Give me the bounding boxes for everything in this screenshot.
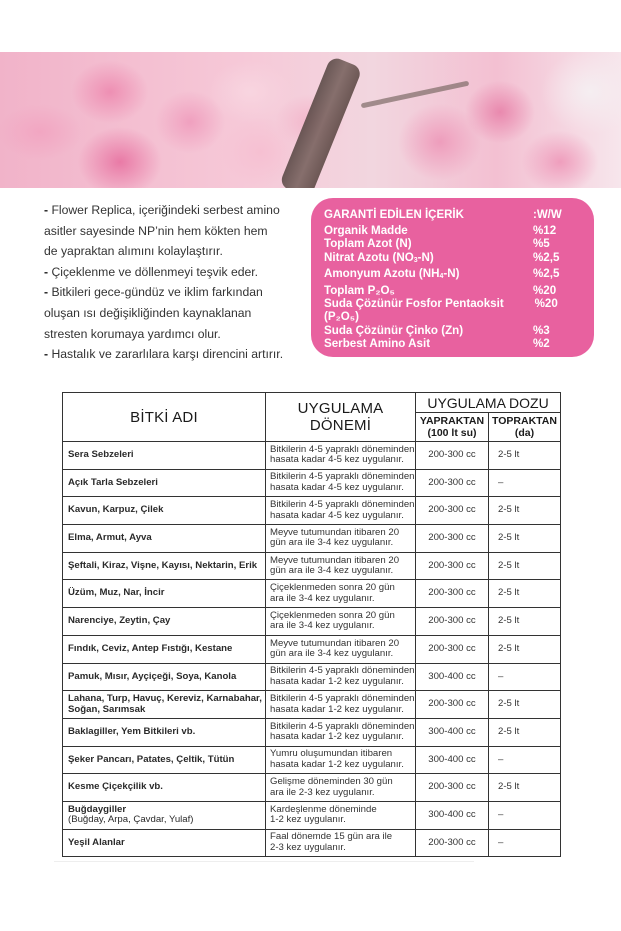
cell-plant bbox=[63, 635, 266, 663]
cell-foliar-dose: 200-300 cc bbox=[416, 552, 489, 580]
period-line: Faal dönemde 15 gün ara ile bbox=[270, 831, 393, 843]
cell-soil-dose: 2-5 lt bbox=[489, 552, 561, 580]
period-line: gün ara ile 3-4 kez uygulanır. bbox=[270, 565, 394, 577]
plant-name: Açık Tarla Sebzeleri bbox=[68, 476, 158, 488]
ingredient-row bbox=[324, 224, 580, 237]
cell-foliar-dose: 200-300 cc bbox=[416, 497, 489, 525]
ingredient-row bbox=[324, 297, 580, 324]
cell-period bbox=[266, 718, 416, 746]
guaranteed-content-title: GARANTİ EDİLEN İÇERİK bbox=[324, 209, 464, 221]
cell-plant bbox=[63, 552, 266, 580]
cell-soil-dose: 2-5 lt bbox=[489, 635, 561, 663]
description-line bbox=[44, 241, 310, 262]
period-line: hasata kadar 1-2 kez uygulanır. bbox=[270, 703, 404, 715]
cell-foliar-dose: 200-300 cc bbox=[416, 774, 489, 802]
cell-plant bbox=[63, 497, 266, 525]
description-text: de yapraktan alımını kolaylaştırır. bbox=[44, 244, 223, 259]
bullet-dash: - bbox=[44, 264, 49, 279]
period-line: hasata kadar 4-5 kez uygulanır. bbox=[270, 482, 404, 494]
ingredient-row bbox=[324, 251, 580, 267]
plant-name: Fındık, Ceviz, Antep Fıstığı, Kestane bbox=[68, 642, 233, 654]
header-foliar-unit: (100 lt su) bbox=[427, 427, 477, 439]
cell-plant bbox=[63, 469, 266, 497]
cell-soil-dose: – bbox=[489, 663, 561, 691]
cell-foliar-dose: 200-300 cc bbox=[416, 829, 489, 857]
period-line: Bitkilerin 4-5 yapraklı döneminden bbox=[270, 443, 415, 455]
ingredient-name: Organik Madde bbox=[324, 224, 408, 237]
cell-foliar-dose: 200-300 cc bbox=[416, 580, 489, 608]
cell-period bbox=[266, 774, 416, 802]
cell-soil-dose: – bbox=[489, 829, 561, 857]
ingredient-name: Amonyum Azotu $(NH_4-N)$ bbox=[324, 267, 460, 281]
period-line: hasata kadar 1-2 kez uygulanır. bbox=[270, 758, 404, 770]
plant-name: Pamuk, Mısır, Ayçiçeği, Soya, Kanola bbox=[68, 670, 237, 682]
cell-foliar-dose: 200-300 cc bbox=[416, 608, 489, 636]
description-line bbox=[44, 221, 310, 242]
period-line: Kardeşlenme döneminde bbox=[270, 803, 377, 815]
description-text: Bitkileri gece-gündüz ve iklim farkından bbox=[48, 285, 263, 300]
ingredient-row bbox=[324, 324, 580, 337]
cell-period bbox=[266, 552, 416, 580]
cell-plant bbox=[63, 801, 266, 829]
cell-soil-dose: 2-5 lt bbox=[489, 774, 561, 802]
cell-foliar-dose: 200-300 cc bbox=[416, 525, 489, 553]
description-line bbox=[44, 262, 310, 283]
table-row bbox=[63, 635, 561, 663]
plant-name: Üzüm, Muz, Nar, İncir bbox=[68, 587, 165, 599]
period-line: ara ile 3-4 kez uygulanır. bbox=[270, 592, 375, 604]
ingredient-name: Toplam P₂O₅ bbox=[324, 283, 395, 297]
cell-plant bbox=[63, 829, 266, 857]
cell-plant bbox=[63, 718, 266, 746]
cell-plant bbox=[63, 525, 266, 553]
cell-plant bbox=[63, 442, 266, 470]
cell-plant bbox=[63, 746, 266, 774]
period-line: Bitkilerin 4-5 yapraklı döneminden bbox=[270, 471, 415, 483]
ingredient-name: Toplam Azot (N) bbox=[324, 237, 412, 251]
description-text: Çiçeklenme ve döllenmeyi teşvik eder. bbox=[48, 264, 259, 279]
ingredient-name: Serbest Amino Asit bbox=[324, 337, 431, 351]
plant-name: Lahana, Turp, Havuç, Kereviz, Karnabahar, bbox=[68, 692, 262, 704]
cell-soil-dose: 2-5 lt bbox=[489, 691, 561, 719]
application-table bbox=[62, 392, 561, 857]
period-line: Bitkilerin 4-5 yapraklı döneminden bbox=[270, 499, 415, 511]
ingredient-row bbox=[324, 284, 580, 297]
hero-cherry-blossom-image bbox=[0, 52, 621, 188]
cell-plant bbox=[63, 580, 266, 608]
description-line bbox=[44, 324, 310, 345]
cell-foliar-dose: 200-300 cc bbox=[416, 635, 489, 663]
branch-shape bbox=[279, 56, 363, 188]
cell-plant bbox=[63, 608, 266, 636]
description-text: oluşan ısı değişikliğinden kaynaklanan bbox=[44, 305, 252, 320]
period-line: gün ara ile 3-4 kez uygulanır. bbox=[270, 537, 394, 549]
plant-name: Şeftali, Kiraz, Vişne, Kayısı, Nektarin, Erik bbox=[68, 559, 258, 571]
cell-period bbox=[266, 663, 416, 691]
ingredient-value: %3 bbox=[533, 323, 550, 337]
period-line: Bitkilerin 4-5 yapraklı döneminden bbox=[270, 665, 415, 677]
divider bbox=[54, 861, 474, 862]
cell-foliar-dose: 300-400 cc bbox=[416, 801, 489, 829]
cell-period bbox=[266, 801, 416, 829]
guaranteed-content-box bbox=[311, 198, 594, 357]
guaranteed-content-unit: :W/W bbox=[533, 209, 562, 221]
table-row bbox=[63, 691, 561, 719]
cell-period bbox=[266, 635, 416, 663]
plant-name: Buğdaygiller bbox=[68, 803, 127, 815]
cell-period bbox=[266, 580, 416, 608]
period-line: hasata kadar 4-5 kez uygulanır. bbox=[270, 509, 404, 521]
ingredient-name: Suda Çözünür Çinko (Zn) bbox=[324, 323, 464, 337]
table-row bbox=[63, 497, 561, 525]
cell-period bbox=[266, 469, 416, 497]
cell-plant bbox=[63, 663, 266, 691]
cell-period bbox=[266, 442, 416, 470]
plant-name: Sera Sebzeleri bbox=[68, 449, 134, 461]
period-line: Meyve tutumundan itibaren 20 bbox=[270, 554, 400, 566]
cell-period bbox=[266, 829, 416, 857]
period-line: hasata kadar 1-2 kez uygulanır. bbox=[270, 731, 404, 743]
period-line: Bitkilerin 4-5 yapraklı döneminden bbox=[270, 692, 415, 704]
ingredient-row bbox=[324, 267, 580, 283]
period-line: Meyve tutumundan itibaren 20 bbox=[270, 526, 400, 538]
description-line bbox=[44, 282, 310, 303]
cell-foliar-dose: 300-400 cc bbox=[416, 663, 489, 691]
cell-period bbox=[266, 608, 416, 636]
cell-soil-dose: – bbox=[489, 746, 561, 774]
cell-foliar-dose: 200-300 cc bbox=[416, 442, 489, 470]
header-soil-label: TOPRAKTAN bbox=[492, 415, 557, 427]
ingredient-value: %2,5 bbox=[533, 267, 560, 281]
bullet-dash: - bbox=[44, 347, 49, 362]
table-row bbox=[63, 525, 561, 553]
cell-soil-dose: 2-5 lt bbox=[489, 442, 561, 470]
description-text: asitler sayesinde NP’nin hem kökten hem bbox=[44, 223, 268, 238]
period-line: 2-3 kez uygulanır. bbox=[270, 841, 346, 853]
cell-foliar-dose: 200-300 cc bbox=[416, 469, 489, 497]
plant-name: Şeker Pancarı, Patates, Çeltik, Tütün bbox=[68, 753, 235, 765]
cell-soil-dose: 2-5 lt bbox=[489, 525, 561, 553]
ingredient-name: Suda Çözünür Fosfor Pentaoksit (P₂O₅) bbox=[324, 297, 504, 324]
period-line: 1-2 kez uygulanır. bbox=[270, 814, 346, 826]
header-application-dose: UYGULAMA DOZU bbox=[416, 393, 561, 413]
description-text: stresten korumaya yardımcı olur. bbox=[44, 326, 221, 341]
cell-period bbox=[266, 746, 416, 774]
plant-name: Elma, Armut, Ayva bbox=[68, 532, 152, 544]
description-line bbox=[44, 200, 310, 221]
period-line: ara ile 3-4 kez uygulanır. bbox=[270, 620, 375, 632]
cell-foliar-dose: 300-400 cc bbox=[416, 718, 489, 746]
period-line: gün ara ile 3-4 kez uygulanır. bbox=[270, 648, 394, 660]
period-line: Bitkilerin 4-5 yapraklı döneminden bbox=[270, 720, 415, 732]
ingredient-value: %2,5 bbox=[533, 250, 560, 264]
table-row bbox=[63, 608, 561, 636]
ingredient-value: %20 bbox=[533, 283, 557, 297]
cell-foliar-dose: 200-300 cc bbox=[416, 691, 489, 719]
plant-name: Narenciye, Zeytin, Çay bbox=[68, 615, 171, 627]
cell-soil-dose: 2-5 lt bbox=[489, 608, 561, 636]
header-plant-name: BİTKİ ADI bbox=[63, 393, 266, 442]
product-description bbox=[44, 200, 310, 365]
period-line: Yumru oluşumundan itibaren bbox=[270, 748, 393, 760]
plant-name-sub: Soğan, Sarımsak bbox=[68, 703, 146, 715]
cell-period bbox=[266, 691, 416, 719]
table-row bbox=[63, 746, 561, 774]
description-text: Flower Replica, içeriğindeki serbest amino bbox=[48, 203, 280, 217]
cell-plant bbox=[63, 691, 266, 719]
plant-name: Baklagiller, Yem Bitkileri vb. bbox=[68, 725, 196, 737]
table-row bbox=[63, 580, 561, 608]
table-row bbox=[63, 801, 561, 829]
period-line: ara ile 2-3 kez uygulanır. bbox=[270, 786, 375, 798]
table-row bbox=[63, 663, 561, 691]
period-line: Çiçeklenmeden sonra 20 gün bbox=[270, 609, 395, 621]
table-row bbox=[63, 442, 561, 470]
guaranteed-content-header bbox=[324, 207, 580, 224]
twig-shape bbox=[361, 81, 470, 109]
ingredient-row bbox=[324, 237, 580, 250]
ingredient-row bbox=[324, 337, 580, 350]
cell-soil-dose: – bbox=[489, 801, 561, 829]
cell-soil-dose: – bbox=[489, 469, 561, 497]
ingredient-value: %2 bbox=[533, 337, 550, 351]
period-line: Meyve tutumundan itibaren 20 bbox=[270, 637, 400, 649]
plant-name: Yeşil Alanlar bbox=[68, 836, 125, 848]
ingredient-value: %5 bbox=[533, 237, 550, 251]
table-row bbox=[63, 829, 561, 857]
cell-soil-dose: 2-5 lt bbox=[489, 497, 561, 525]
description-line bbox=[44, 303, 310, 324]
plant-name: Kavun, Karpuz, Çilek bbox=[68, 504, 164, 516]
description-line bbox=[44, 344, 310, 365]
header-soil-unit: (da) bbox=[514, 427, 535, 439]
ingredient-value: %20 bbox=[534, 297, 558, 311]
table-row bbox=[63, 469, 561, 497]
cell-period bbox=[266, 525, 416, 553]
cell-plant bbox=[63, 774, 266, 802]
plant-name-sub: (Buğday, Arpa, Çavdar, Yulaf) bbox=[68, 814, 194, 826]
description-text: Hastalık ve zararlılara karşı direncini artırır. bbox=[48, 347, 284, 362]
ingredient-name: Nitrat Azotu $(NO_3-N)$ bbox=[324, 250, 434, 264]
period-line: Gelişme döneminden 30 gün bbox=[270, 776, 393, 787]
cell-soil-dose: 2-5 lt bbox=[489, 580, 561, 608]
bullet-dash: - bbox=[44, 285, 49, 300]
table-row bbox=[63, 774, 561, 802]
table-row bbox=[63, 718, 561, 746]
period-line: hasata kadar 4-5 kez uygulanır. bbox=[270, 454, 404, 466]
header-foliar-label: YAPRAKTAN bbox=[419, 415, 485, 427]
bullet-dash: - bbox=[44, 203, 49, 217]
period-line: Çiçeklenmeden sonra 20 gün bbox=[270, 582, 395, 594]
cell-period bbox=[266, 497, 416, 525]
header-application-period: UYGULAMA DÖNEMİ bbox=[266, 393, 416, 442]
header-foliar bbox=[416, 413, 489, 442]
ingredient-value: %12 bbox=[533, 224, 557, 237]
header-soil bbox=[489, 413, 561, 442]
cell-soil-dose: 2-5 lt bbox=[489, 718, 561, 746]
plant-name: Kesme Çiçekçilik vb. bbox=[68, 781, 163, 793]
cell-foliar-dose: 300-400 cc bbox=[416, 746, 489, 774]
table-row bbox=[63, 552, 561, 580]
period-line: hasata kadar 1-2 kez uygulanır. bbox=[270, 675, 404, 687]
